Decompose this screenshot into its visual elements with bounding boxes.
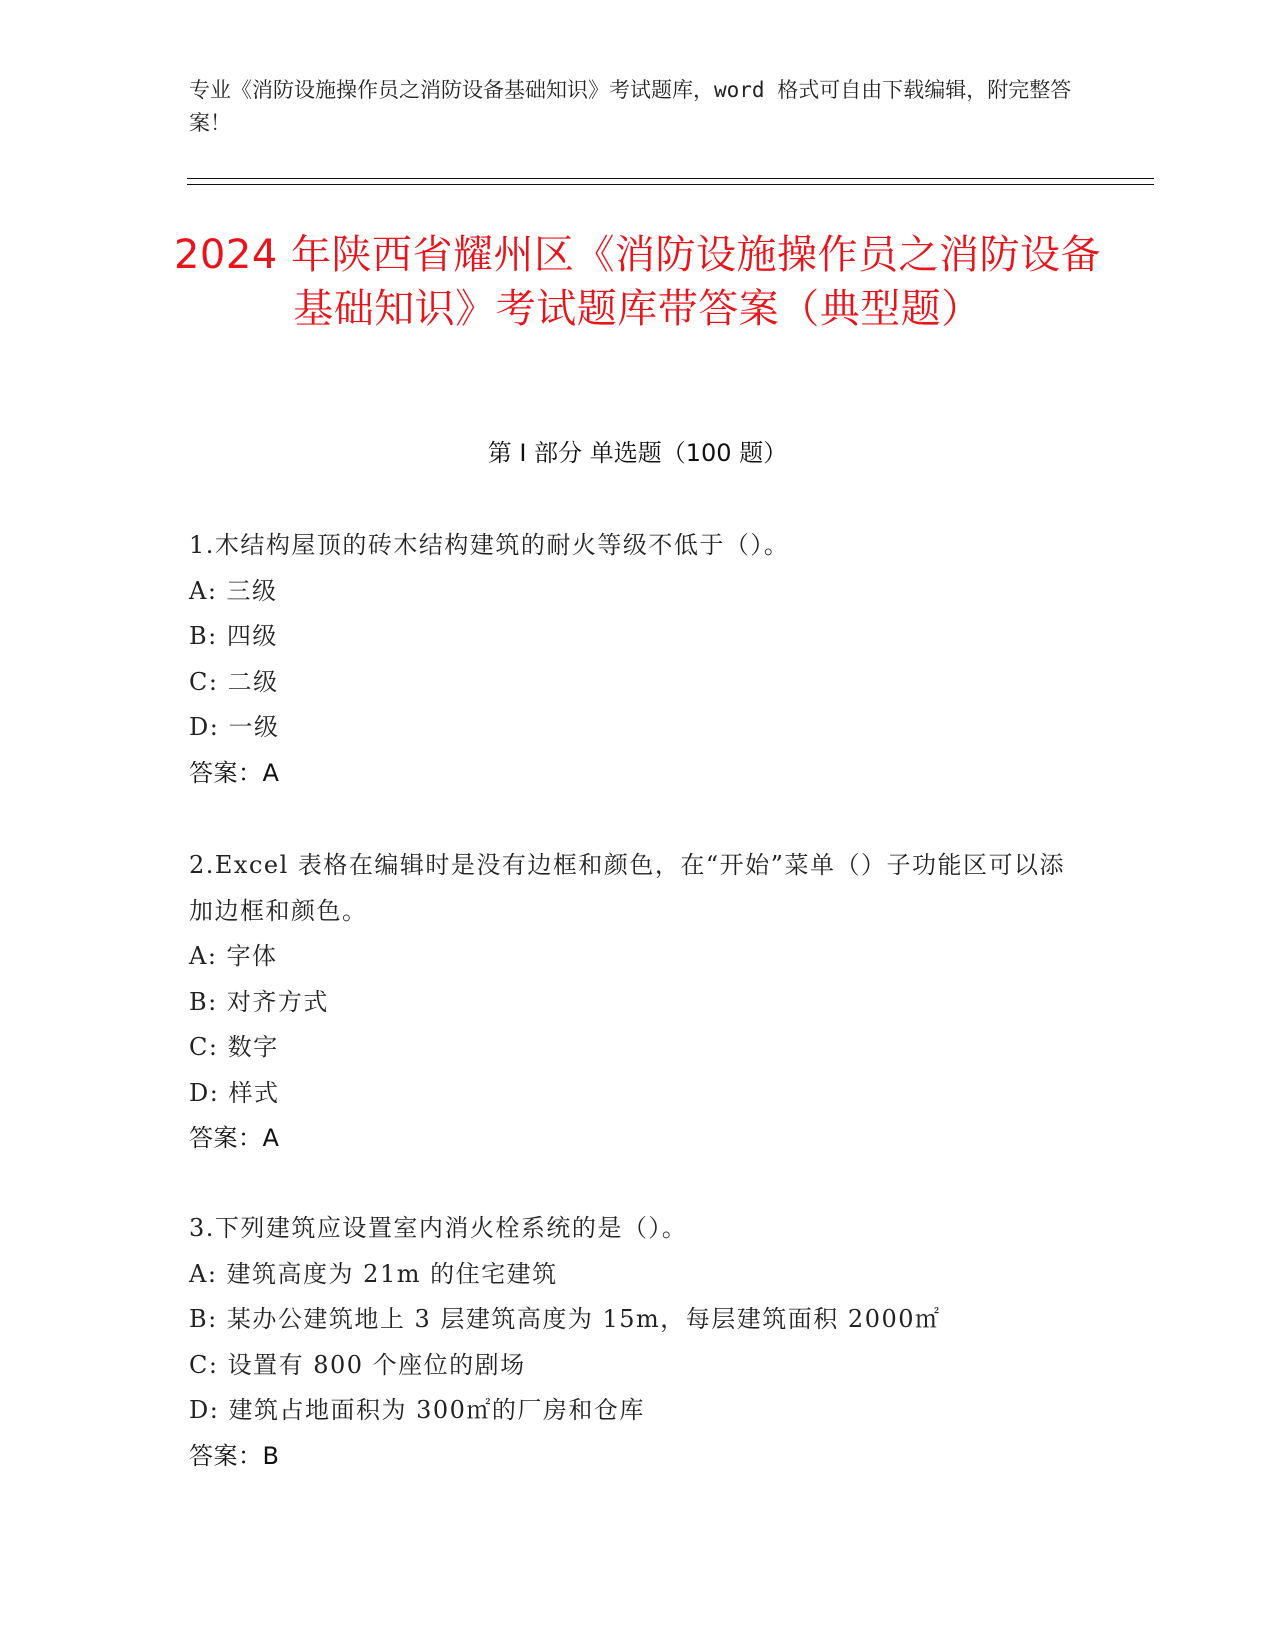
question-block <box>189 523 1089 796</box>
option-a: A: 字体 <box>189 942 278 970</box>
question-block <box>189 843 1089 1162</box>
answer-line: 答案：A <box>189 758 280 787</box>
option-c: C: 二级 <box>189 667 279 696</box>
question-stem: 3.下列建筑应设置室内消火栓系统的是（）。 <box>189 1214 688 1242</box>
option-d: D: 样式 <box>189 1078 280 1107</box>
header-rule-top <box>187 178 1154 179</box>
option-b: B: 四级 <box>189 622 278 650</box>
question-stem: 2.Excel 表格在编辑时是没有边框和颜色，在“开始”菜单（）子功能区可以添加边框和颜色。 <box>189 851 1065 925</box>
option-d: D: 一级 <box>189 713 280 741</box>
header-rule-bottom <box>187 184 1154 185</box>
option-b: B: 某办公建筑地上 3 层建筑高度为 15m，每层建筑面积 2000㎡ <box>189 1305 941 1333</box>
option-d: D: 建筑占地面积为 300㎡的厂房和仓库 <box>189 1396 645 1424</box>
document-title: 2024 年陕西省耀州区《消防设施操作员之消防设备基础知识》考试题库带答案（典型题） <box>173 232 1101 332</box>
option-a: A: 三级 <box>189 576 278 605</box>
question-stem: 1.木结构屋顶的砖木结构建筑的耐火等级不低于（）。 <box>189 531 790 559</box>
answer-line: 答案：B <box>189 1441 280 1470</box>
header-note: 专业《消防设施操作员之消防设备基础知识》考试题库，word 格式可自由下载编辑，附完整答案！ <box>189 78 1072 135</box>
answer-line: 答案：A <box>189 1124 280 1152</box>
question-block <box>189 1206 1089 1479</box>
option-b: B: 对齐方式 <box>189 987 329 1016</box>
option-a: A: 建筑高度为 21m 的住宅建筑 <box>189 1259 558 1288</box>
option-c: C: 设置有 800 个座位的剧场 <box>189 1350 526 1379</box>
option-c: C: 数字 <box>189 1033 279 1061</box>
section-title: 第 I 部分 单选题（100 题） <box>487 439 788 467</box>
